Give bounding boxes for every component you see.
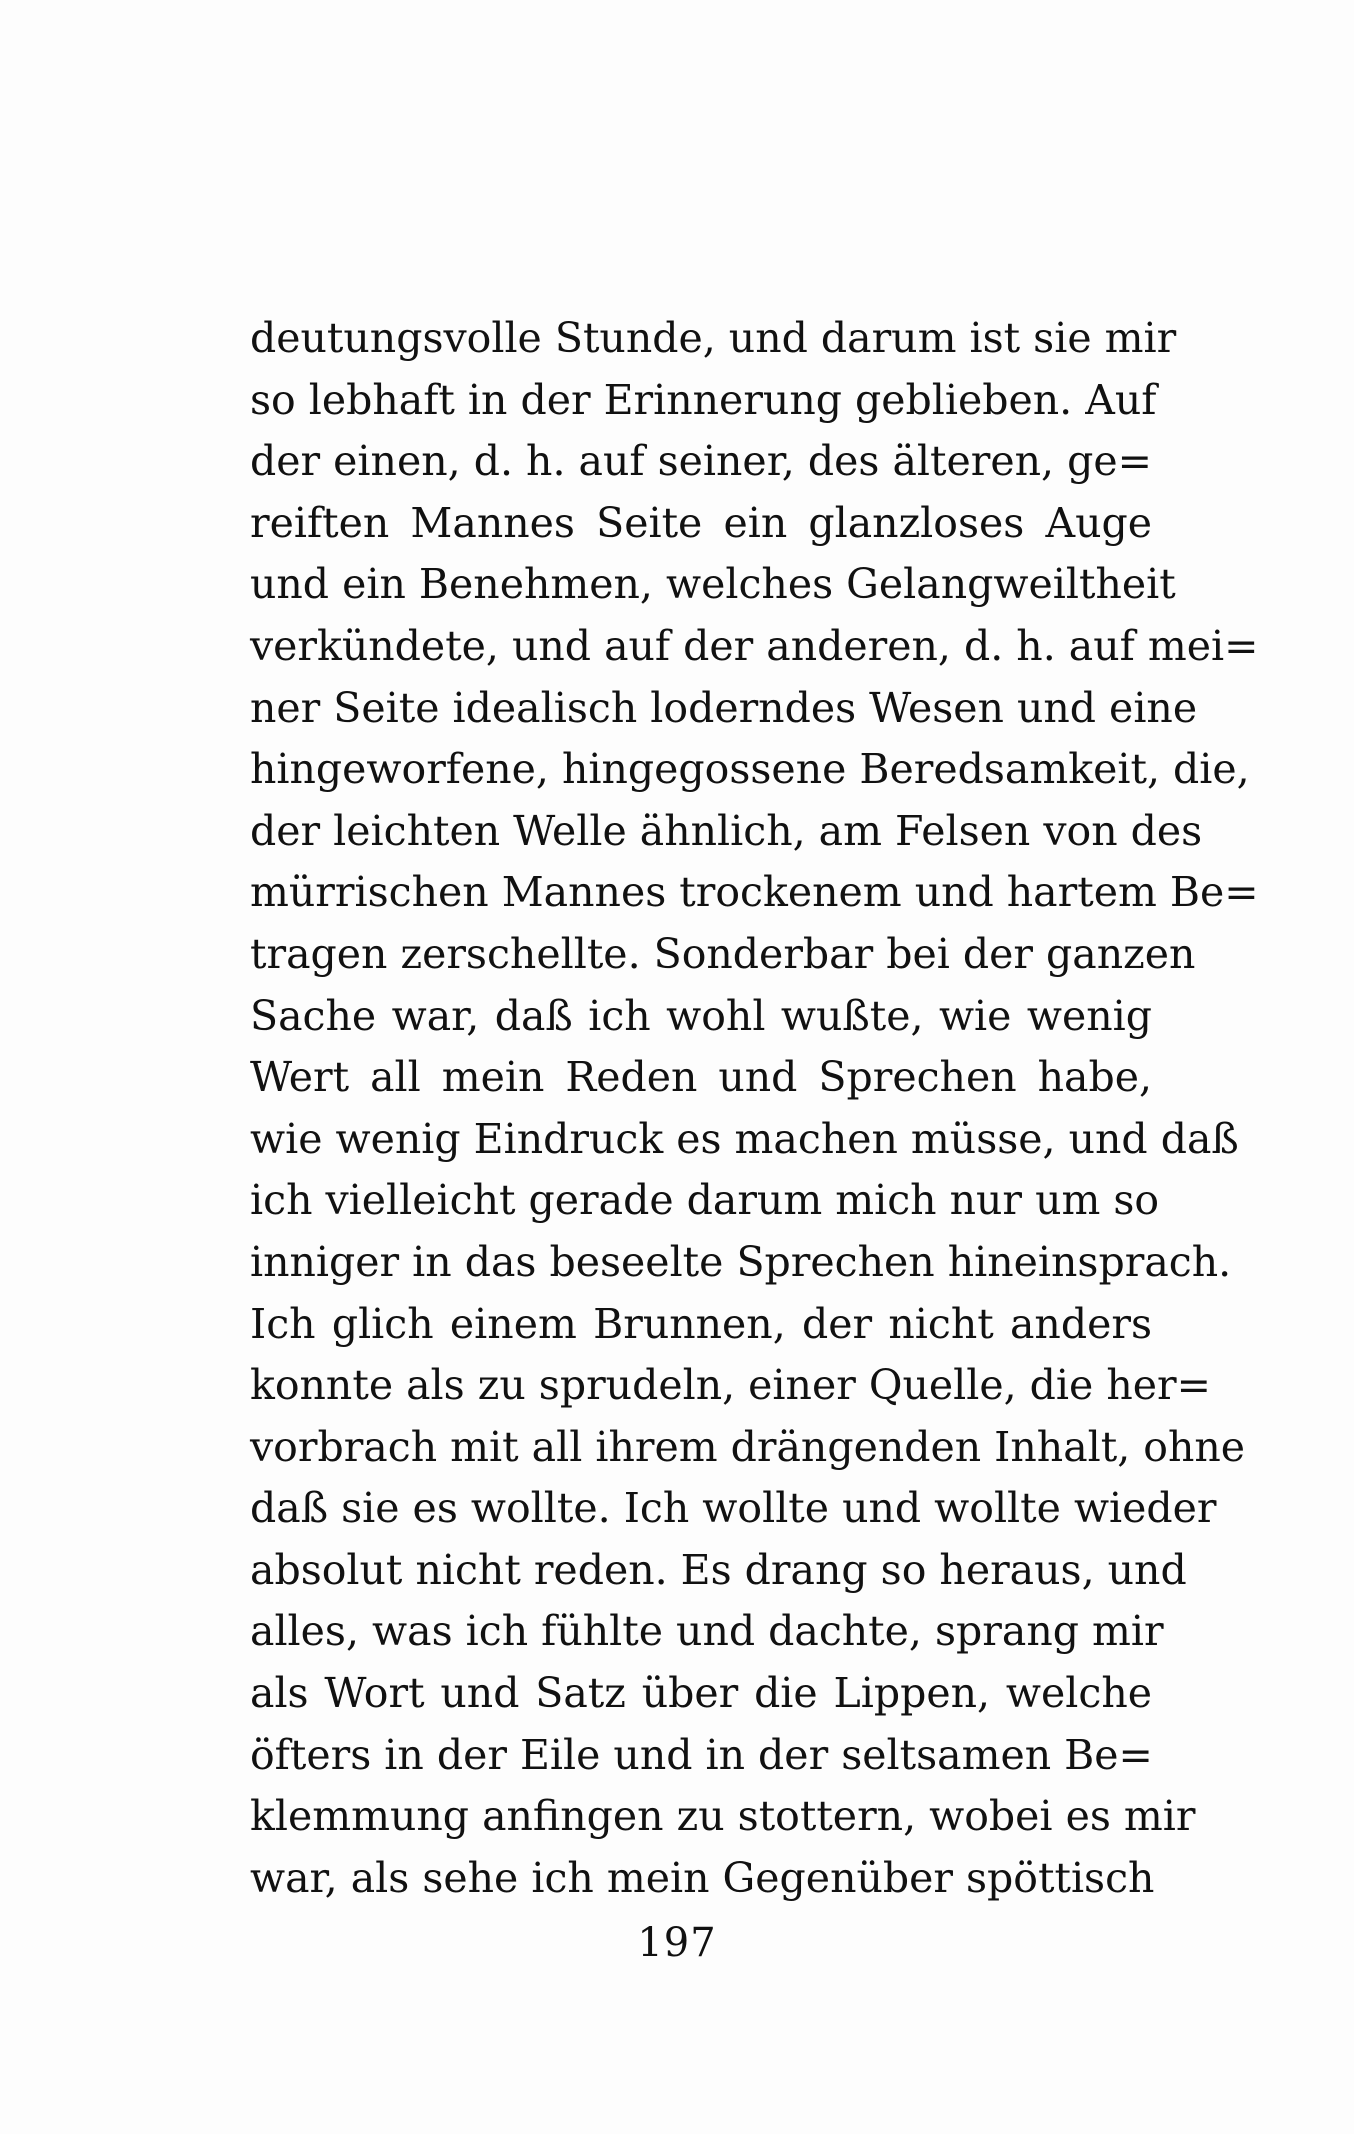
text-line: tragen zerschellte. Sonderbar bei der ganzen xyxy=(250,929,1196,978)
text-line: so lebhaft in der Erinnerung geblieben. Auf xyxy=(250,375,1157,424)
text-line: hingeworfene, hingegossene Beredsamkeit, die, xyxy=(250,745,1250,794)
text-line: verkündete, und auf der anderen, d. h. auf mei= xyxy=(250,621,1259,670)
text-line: ich vielleicht gerade darum mich nur um so xyxy=(250,1176,1160,1225)
text-line: der leichten Welle ähnlich, am Felsen von des xyxy=(250,806,1203,855)
text-line: alles, was ich fühlte und dachte, sprang mir xyxy=(250,1607,1164,1656)
text-line: konnte als zu sprudeln, einer Quelle, die her= xyxy=(250,1361,1211,1410)
text-line: absolut nicht reden. Es drang so heraus, und xyxy=(250,1545,1187,1594)
text-line: und ein Benehmen, welches Gelangweiltheit xyxy=(250,560,1176,609)
text-line: mürrischen Mannes trockenem und hartem Be= xyxy=(250,868,1259,917)
text-line: als Wort und Satz über die Lippen, welche xyxy=(250,1669,1152,1718)
text-line: war, als sehe ich mein Gegenüber spöttisch xyxy=(250,1853,1155,1902)
text-line: öfters in der Eile und in der seltsamen Be= xyxy=(250,1730,1153,1779)
page-number: 197 xyxy=(637,1920,717,1966)
text-line: ner Seite idealisch loderndes Wesen und eine xyxy=(250,683,1198,732)
text-line: Wert all mein Reden und Sprechen habe, xyxy=(250,1053,1152,1102)
text-line: wie wenig Eindruck es machen müsse, und daß xyxy=(250,1114,1239,1163)
text-line: Ich glich einem Brunnen, der nicht anders xyxy=(250,1299,1152,1348)
text-line: klemmung anfingen zu stottern, wobei es mir xyxy=(250,1792,1196,1841)
text-line: inniger in das beseelte Sprechen hineinsprach. xyxy=(250,1237,1232,1286)
body-text xyxy=(250,308,1259,1909)
text-line: vorbrach mit all ihrem drängenden Inhalt, ohne xyxy=(250,1422,1246,1471)
text-line: der einen, d. h. auf seiner, des älteren, ge= xyxy=(250,437,1152,486)
text-line: daß sie es wollte. Ich wollte und wollte wieder xyxy=(250,1484,1217,1533)
text-line: Sache war, daß ich wohl wußte, wie wenig xyxy=(250,991,1152,1040)
text-line: deutungsvolle Stunde, und darum ist sie mir xyxy=(250,314,1177,362)
text-line: reiften Mannes Seite ein glanzloses Auge xyxy=(250,498,1152,547)
